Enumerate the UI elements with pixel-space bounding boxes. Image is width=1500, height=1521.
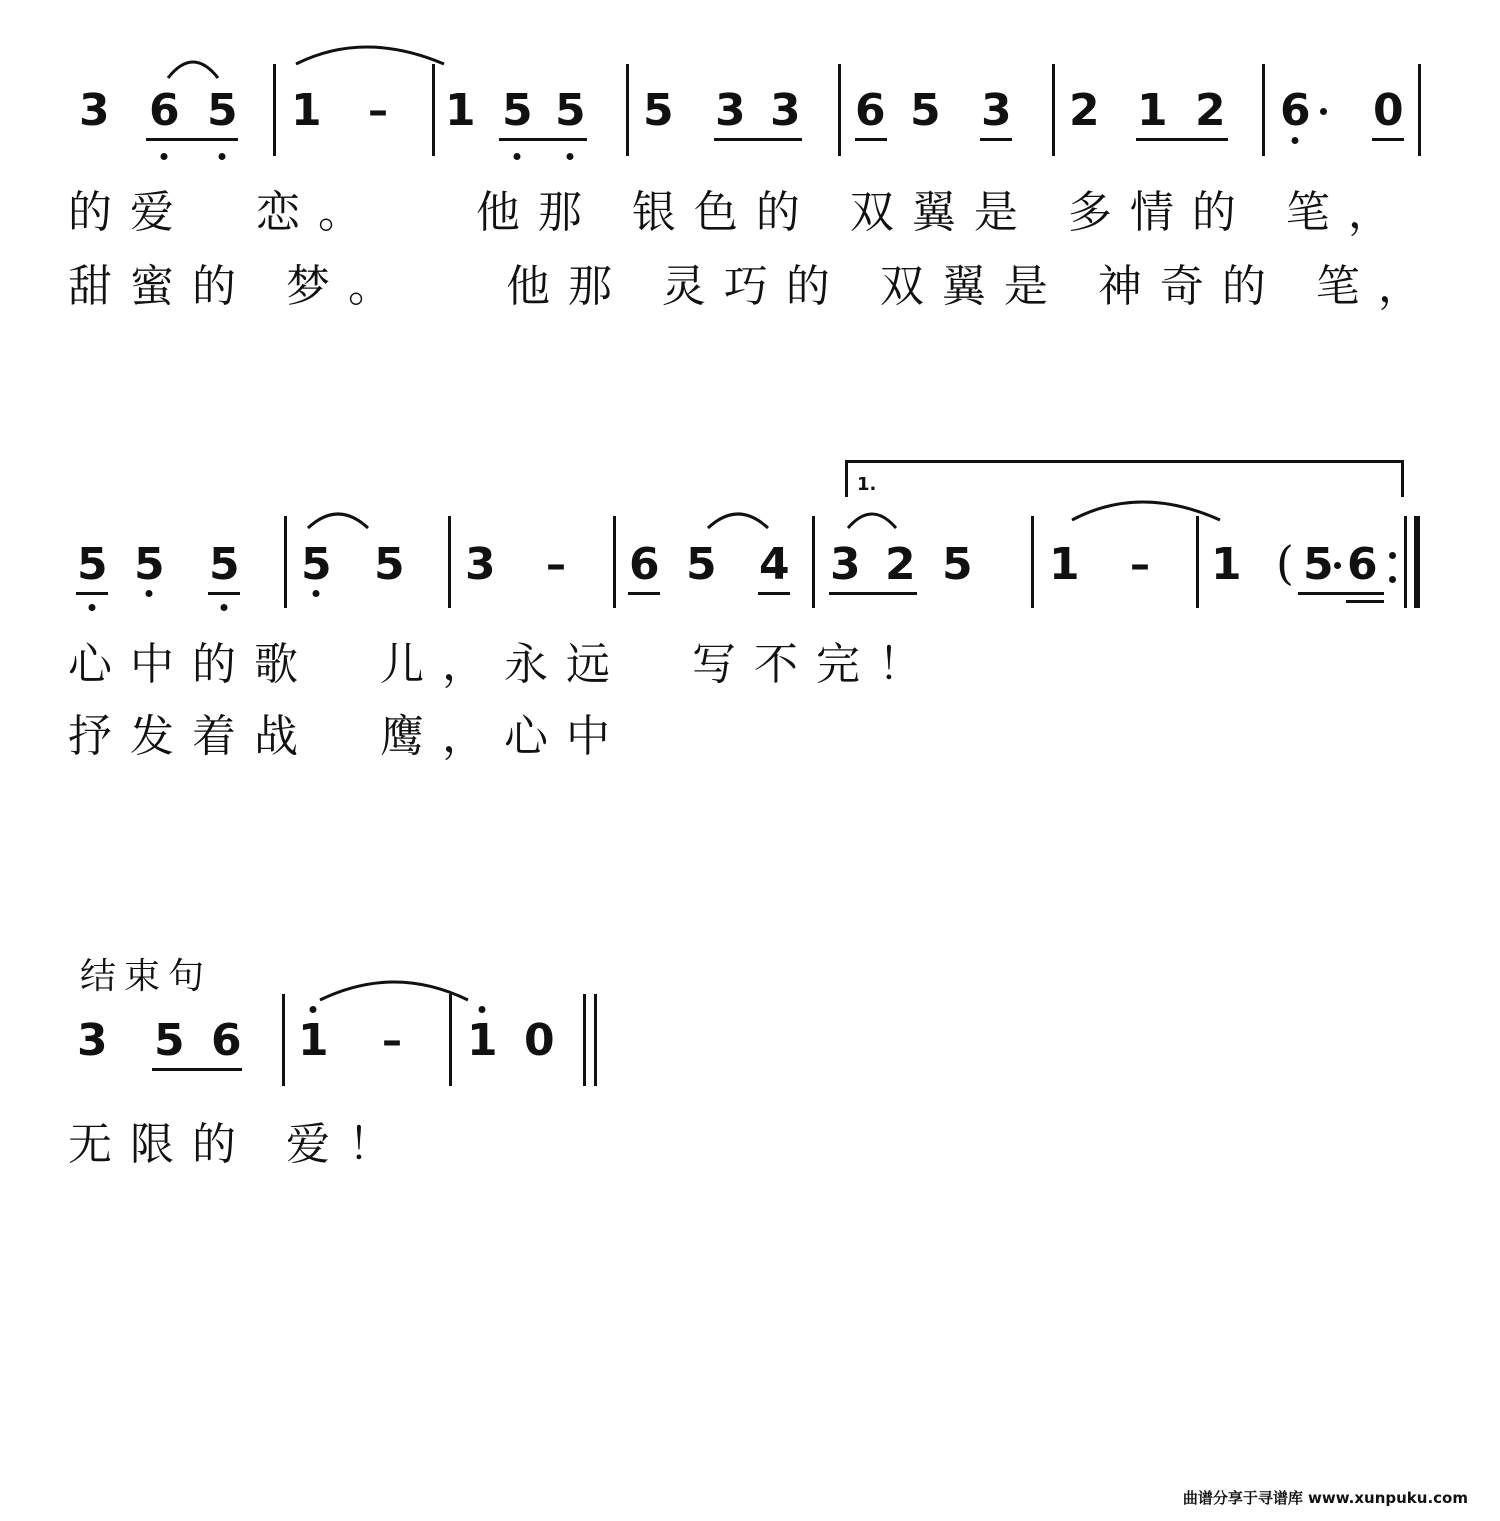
slur [308, 514, 368, 528]
dash: – [1130, 542, 1150, 588]
dash: – [382, 1018, 402, 1064]
note: 1 [291, 85, 322, 136]
note: 6 [211, 1015, 242, 1066]
note: 2 [1069, 85, 1100, 136]
note: 5 [374, 539, 405, 590]
note: 3 [465, 539, 496, 590]
note: 5 [502, 85, 533, 136]
note: 4 [759, 539, 790, 590]
lyric-line: 的爱 恋。 他那 银色的 双翼是 多情的 笔， [68, 187, 1410, 238]
slur [708, 514, 768, 528]
dash: – [546, 542, 566, 588]
note: 5 [555, 85, 586, 136]
ending-label: 结束句 [80, 956, 213, 997]
note: 1 [445, 85, 476, 136]
lyric-line: 抒发着战 鹰，心中 [68, 711, 628, 762]
note: 5 [686, 539, 717, 590]
note: 5 [134, 539, 165, 590]
slur [1072, 502, 1220, 520]
note: 2 [1195, 85, 1226, 136]
note: 3 [77, 1015, 108, 1066]
note: 5 [942, 539, 973, 590]
note: 3 [830, 539, 861, 590]
footer-watermark: 曲谱分享于寻谱库 www.xunpuku.com [1182, 1489, 1468, 1507]
note: 1 [1049, 539, 1080, 590]
note: 5 [209, 539, 240, 590]
slur [168, 62, 218, 78]
note: 1 [1137, 85, 1168, 136]
note: 6 [629, 539, 660, 590]
note: 2 [885, 539, 916, 590]
volta-number: 1. [857, 474, 877, 495]
note: 0 [524, 1015, 555, 1066]
note: 5 [154, 1015, 185, 1066]
note: 3 [715, 85, 746, 136]
note: 6 [1280, 85, 1311, 136]
dash: – [368, 88, 388, 134]
note: 5 [77, 539, 108, 590]
slur [320, 982, 468, 1000]
note: 3 [981, 85, 1012, 136]
note: 1 [1211, 539, 1242, 590]
note: 5 [207, 85, 238, 136]
note: 1 [298, 1015, 329, 1066]
note: 5 [910, 85, 941, 136]
slur [848, 514, 896, 528]
note: 5 [301, 539, 332, 590]
open-parenthesis: ( [1276, 536, 1294, 590]
lyric-line: 甜蜜的 梦。 他那 灵巧的 双翼是 神奇的 笔， [68, 261, 1440, 312]
slur [296, 47, 444, 64]
note: 3 [79, 85, 110, 136]
note: 0 [1373, 85, 1404, 136]
note: 6 [855, 85, 886, 136]
note: 5 [1303, 539, 1334, 590]
note: 1 [467, 1015, 498, 1066]
note: 6 [1347, 539, 1378, 590]
lyric-line: 无限的 爱！ [68, 1119, 410, 1170]
lyric-line: 心中的歌 儿，永远 写不完！ [68, 639, 940, 690]
note: 3 [770, 85, 801, 136]
note: 5 [643, 85, 674, 136]
note: 6 [149, 85, 180, 136]
